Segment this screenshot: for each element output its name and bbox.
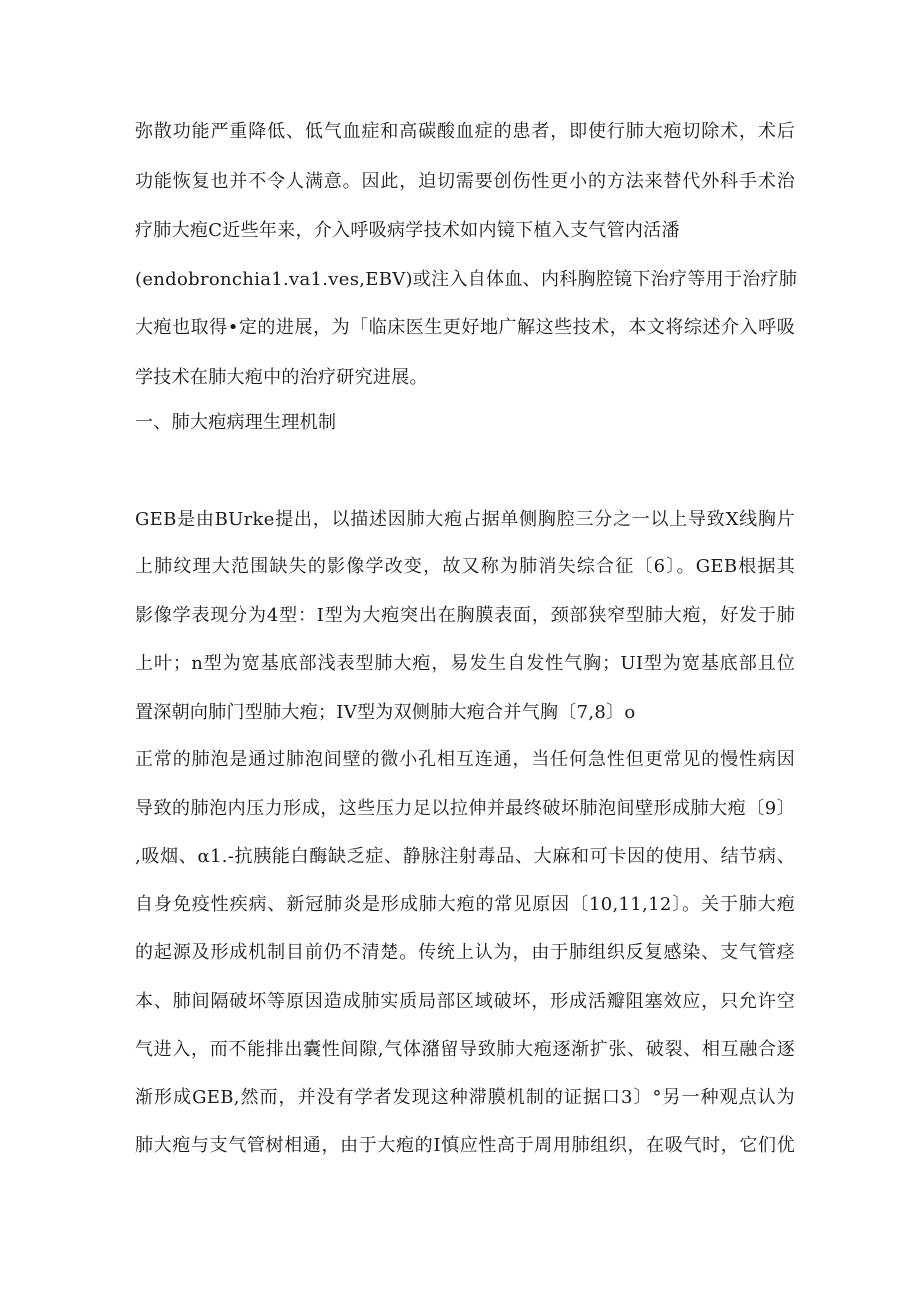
text-line: 影像学表现分为4型：I型为大疱突出在胸膜表面，颈部狭窄型肺大疱，好发于肺 — [135, 605, 795, 626]
section-heading: 一、肺大疱病理生理机制 — [135, 412, 337, 433]
text-line: 上肺纹理大范围缺失的影像学改变，故又称为肺消失综合征〔6〕。GEB根据其 — [135, 556, 795, 577]
text-line: 的起源及形成机制目前仍不清楚。传统上认为，由于肺组织反复感染、支气管痉 — [135, 942, 795, 963]
text-line: 置深朝向肺门型肺大疱；IV型为双侧肺大疱合并气胸〔7,8〕o — [135, 702, 636, 723]
text-line: 功能恢复也并不令人满意。因此，迫切需要创伤性更小的方法来替代外科手术治 — [135, 171, 795, 192]
text-line: 自身免疫性疾病、新冠肺炎是形成肺大疱的常见原因〔10,11,12〕。关于肺大疱 — [135, 894, 795, 915]
text-line: ,吸烟、α1.-抗胰能白酶缺乏症、静脉注射毒品、大麻和可卡因的使用、结节病、 — [135, 846, 795, 867]
text-line: GEB是由BUrke提出，以描述因肺大疱占据单侧胸腔三分之一以上导致X线胸片 — [135, 509, 795, 530]
text-line: 大疱也取得•定的进展，为「临床医生更好地广解这些技术，本文将综述介入呼吸 — [135, 317, 795, 338]
text-line: (endobronchia1.va1.ves,EBV)或注入自体血、内科胸腔镜下治疗等用于治疗肺 — [135, 269, 798, 290]
text-line: 本、肺间隔破坏等原因造成肺实质局部区域破坏，形成活瓣阻塞效应，只允许空 — [135, 991, 795, 1012]
text-line: 气进入，而不能排出囊性间隙,气体潴留导致肺大疱逐渐扩张、破裂、相互融合逐 — [135, 1039, 795, 1060]
text-line: 导致的肺泡内压力形成，这些压力足以拉伸并最终破坏肺泡间壁形成肺大疱〔9〕 — [135, 798, 795, 819]
text-line: 上叶；n型为宽基底部浅表型肺大疱，易发生自发性气胸；UI型为宽基底部且位 — [135, 653, 795, 674]
text-line: 肺大疱与支气管树相通，由于大疱的I慎应性高于周用肺组织，在吸气时，它们优 — [135, 1135, 795, 1156]
text-line: 学技术在肺大疱中的治疗研究进展。 — [135, 367, 428, 388]
text-line: 疗肺大疱C近些年来，介入呼吸病学技术如内镜下植入支气管内活潘 — [135, 220, 680, 241]
text-line: 弥散功能严重降低、低气血症和高碳酸血症的患者，即使行肺大疱切除术，术后 — [135, 121, 795, 142]
text-line: 渐形成GEB,然而，并没有学者发现这种滞膜机制的证据口3〕°另一种观点认为 — [135, 1087, 795, 1108]
text-line: 正常的肺泡是通过肺泡间壁的微小孔相互连通，当任何急性但更常见的慢性病因 — [135, 749, 795, 770]
